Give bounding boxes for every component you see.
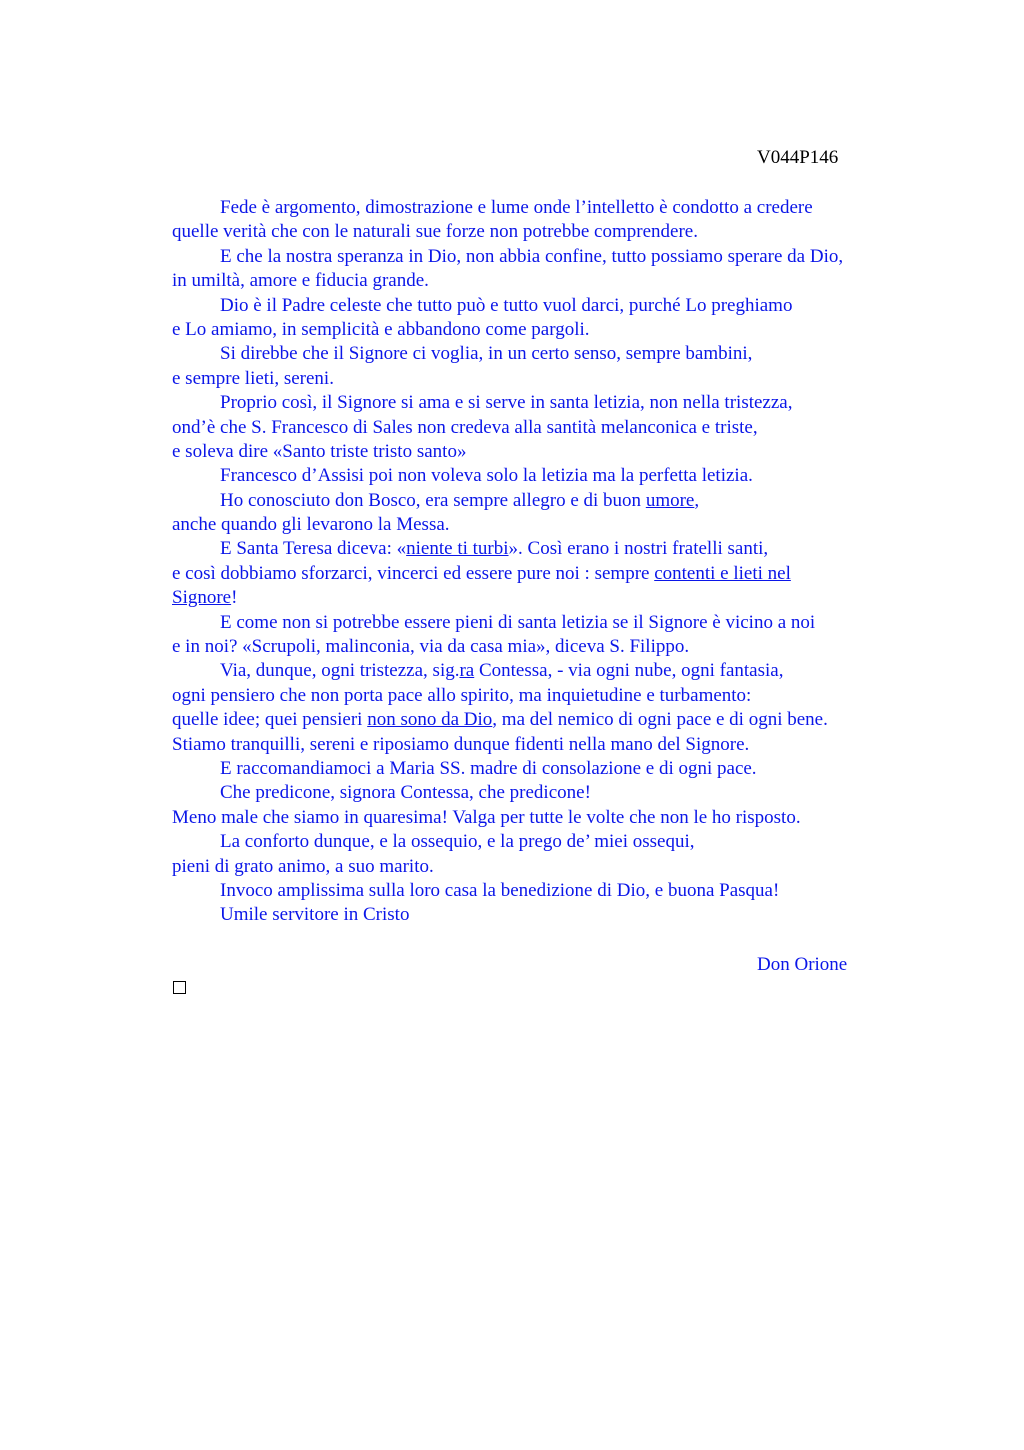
text-line: Fede è argomento, dimostrazione e lume onde l’intelletto è condotto a credere (220, 197, 813, 218)
text-line (172, 708, 917, 732)
text-line (172, 659, 917, 683)
text-line: e in noi? «Scrupoli, malinconia, via da casa mia», diceva S. Filippo. (172, 636, 690, 658)
text-line: Francesco d’Assisi poi non voleva solo la letizia ma la perfetta letizia. (220, 465, 753, 487)
text-line: quelle verità che con le naturali sue forze non potrebbe comprendere. (172, 221, 698, 243)
underlined-text: niente ti turbi (406, 538, 509, 560)
text-line: anche quando gli levarono la Messa. (172, 514, 450, 536)
text-line: Meno male che siamo in quaresima! Valga per tutte le volte che non le ho risposto. (172, 806, 801, 828)
text-run: E Santa Teresa diceva: « (220, 538, 407, 560)
text-line: E raccomandiamoci a Maria SS. madre di consolazione e di ogni pace. (220, 757, 757, 779)
underlined-text: non sono da Dio (367, 709, 493, 731)
text-line: E come non si potrebbe essere pieni di santa letizia se il Signore è vicino a noi (220, 611, 816, 633)
text-run: quelle idee; quei pensieri (172, 709, 368, 731)
text-line (172, 537, 917, 561)
text-run: , (694, 489, 700, 511)
text-line (172, 586, 917, 610)
end-box-icon (173, 981, 186, 994)
underlined-text: contenti e lieti nel (654, 562, 791, 584)
text-line: e Lo amiamo, in semplicità e abbandono come pargoli. (172, 318, 590, 340)
text-line: e soleva dire «Santo triste tristo santo» (172, 440, 467, 462)
text-line: e sempre lieti, sereni. (172, 367, 334, 389)
text-line: Invoco amplissima sulla loro casa la benedizione di Dio, e buona Pasqua! (220, 879, 780, 901)
letter-body (172, 196, 917, 928)
text-run: Via, dunque, ogni tristezza, sig. (220, 660, 460, 682)
text-run: , ma del nemico di ogni pace e di ogni bene. (492, 709, 828, 731)
text-run: Contessa, - via ogni nube, ogni fantasia, (474, 660, 784, 682)
page-code: V044P146 (757, 147, 839, 168)
text-line: ogni pensiero che non porta pace allo spirito, ma inquietudine e turbamento: (172, 684, 752, 706)
text-line: pieni di grato animo, a suo marito. (172, 855, 434, 877)
text-line (172, 489, 917, 513)
text-run: ! (231, 587, 238, 609)
text-line (172, 562, 917, 586)
text-run: ». Così erano i nostri fratelli santi, (508, 538, 769, 560)
signature: Don Orione (757, 954, 848, 975)
text-line: E che la nostra speranza in Dio, non abbia confine, tutto possiamo sperare da Dio, (220, 245, 844, 267)
text-line: Che predicone, signora Contessa, che predicone! (220, 782, 591, 804)
text-line: Stiamo tranquilli, sereni e riposiamo dunque fidenti nella mano del Signore. (172, 733, 750, 755)
text-line: in umiltà, amore e fiducia grande. (172, 270, 429, 292)
text-line: ond’è che S. Francesco di Sales non credeva alla santità melanconica e triste, (172, 416, 758, 438)
underlined-text: ra (459, 660, 475, 682)
text-line: Dio è il Padre celeste che tutto può e tutto vuol darci, purché Lo preghiamo (220, 294, 793, 316)
text-run: Ho conosciuto don Bosco, era sempre allegro e di buon (220, 489, 646, 511)
text-run: e così dobbiamo sforzarci, vincerci ed essere pure noi : sempre (172, 562, 655, 584)
text-line: La conforto dunque, e la ossequio, e la prego de’ miei ossequi, (220, 831, 695, 853)
text-line: Umile servitore in Cristo (220, 904, 410, 926)
underlined-text: umore (645, 489, 695, 511)
underlined-text: Signore (172, 587, 232, 609)
text-line: Si direbbe che il Signore ci voglia, in un certo senso, sempre bambini, (220, 343, 753, 365)
text-line: Proprio così, il Signore si ama e si serve in santa letizia, non nella tristezza, (220, 392, 793, 414)
